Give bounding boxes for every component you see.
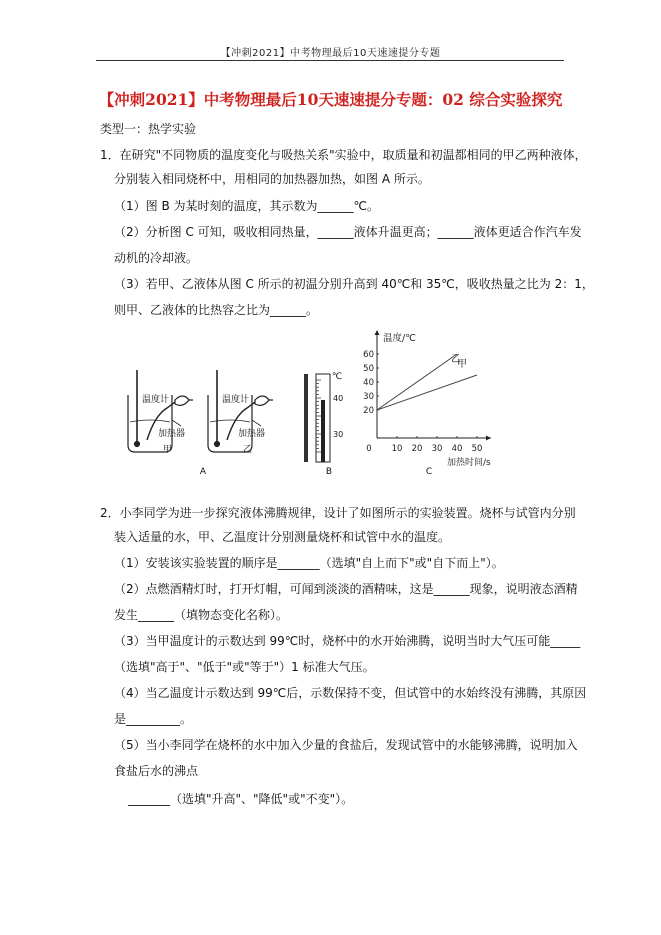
q2-line-9: 是_________。 [114,712,193,726]
q2-line-8: （4）当乙温度计示数达到 99℃后，示数保持不变，但试管中的水始终没有沸腾，其原因 [114,686,587,700]
q2-line-6: （3）当甲温度计的示数达到 99℃时，烧杯中的水开始沸腾，说明当时大气压可能_____ [114,634,581,648]
figure-a-label: A [199,467,207,477]
thermometer-label-left: 温度计 [142,395,170,405]
thermometer-unit: ℃ [332,372,343,382]
q1-line-6: （3）若甲、乙液体从图 C 所示的初温分别升高到 40℃和 35℃，吸收热量之比为 2：1， [114,277,594,291]
figure-b [304,372,352,462]
figure-b-label: B [325,467,333,477]
thermometer-tick-30: 30 [333,430,344,439]
figure-c-chart [360,326,510,478]
series-line-yi [377,354,457,410]
y-axis-arrow [375,330,380,335]
x-tick-label: 10 [391,444,403,454]
q2-line-1: 2．小李同学为进一步探究液体沸腾规律，设计了如图所示的实验装置。烧杯与试管内分别 [100,506,576,520]
y-tick-label: 30 [363,392,374,402]
y-tick-label: 20 [363,406,374,416]
x-tick-label: 30 [431,444,443,454]
x-tick-label: 0 [366,444,372,454]
figure-c-label: C [425,467,433,477]
thermometer-label-right: 温度计 [222,395,250,405]
q2-line-4: （2）点燃酒精灯时，打开灯帽，可闻到淡淡的酒精味，这是______现象，说明液态酒精 [114,582,578,596]
q1-line-2: 分别装入相同烧杯中，用相同的加热器加热，如图 A 所示。 [114,172,430,186]
document-title: 【冲刺2021】中考物理最后10天速速提分专题：02 综合实验探究 [98,90,563,109]
series-label-jia: 甲 [457,359,467,370]
liquid-label-yi: 乙 [243,445,253,455]
q1-line-3: （1）图 B 为某时刻的温度，其示数为______℃。 [114,199,379,213]
q2-line-11: 食盐后水的沸点 [114,764,199,778]
figure-a [125,360,295,460]
page-header: 【冲刺2021】中考物理最后10天速速提分专题 [220,48,441,59]
y-tick-label: 40 [363,378,374,388]
heater-label-right: 加热器 [238,429,266,439]
x-axis-label: 加热时间/s [447,458,491,468]
q2-line-7: （选填"高于"、"低于"或"等于"）1 标准大气压。 [114,660,375,674]
x-tick-label: 40 [451,444,463,454]
q2-line-12: _______（选填"升高"、"降低"或"不变"）。 [128,792,354,806]
y-tick-label: 50 [363,364,374,374]
x-tick-label: 20 [411,444,423,454]
heater-label-left: 加热器 [158,429,186,439]
q2-line-2: 装入适量的水，甲、乙温度计分别测量烧杯和试管中水的温度。 [114,530,451,544]
series-label-yi: 乙 [451,354,461,365]
q2-line-10: （5）当小李同学在烧杯的水中加入少量的食盐后，发现试管中的水能够沸腾，说明加入 [114,738,578,752]
y-tick-label: 60 [363,350,374,360]
series-line-jia [377,375,477,410]
x-tick-label: 50 [471,444,483,454]
q1-line-1: 1．在研究"不同物质的温度变化与吸热关系"实验中，取质量和初温都相同的甲乙两种液体， [100,148,587,162]
liquid-label-jia: 甲 [163,445,173,455]
beaker-right [208,370,273,452]
header-rule [96,60,564,61]
q1-line-5: 动机的冷却液。 [114,251,199,265]
q1-line-7: 则甲、乙液体的比热容之比为______。 [114,303,319,317]
thermometer-tick-40: 40 [333,394,344,403]
y-axis-label: 温度/℃ [383,333,416,344]
beaker-left [128,370,193,452]
x-axis-arrow [486,436,491,441]
q1-line-4: （2）分析图 C 可知，吸收相同热量，______液体升温更高；______液体更适合作汽车发 [114,225,582,239]
section-heading: 类型一：热学实验 [100,122,197,136]
q2-line-5: 发生______（填物态变化名称）。 [114,608,289,622]
q2-line-3: （1）安装该实验装置的顺序是_______（选填"自上而下"或"自下而上"）。 [114,556,504,570]
